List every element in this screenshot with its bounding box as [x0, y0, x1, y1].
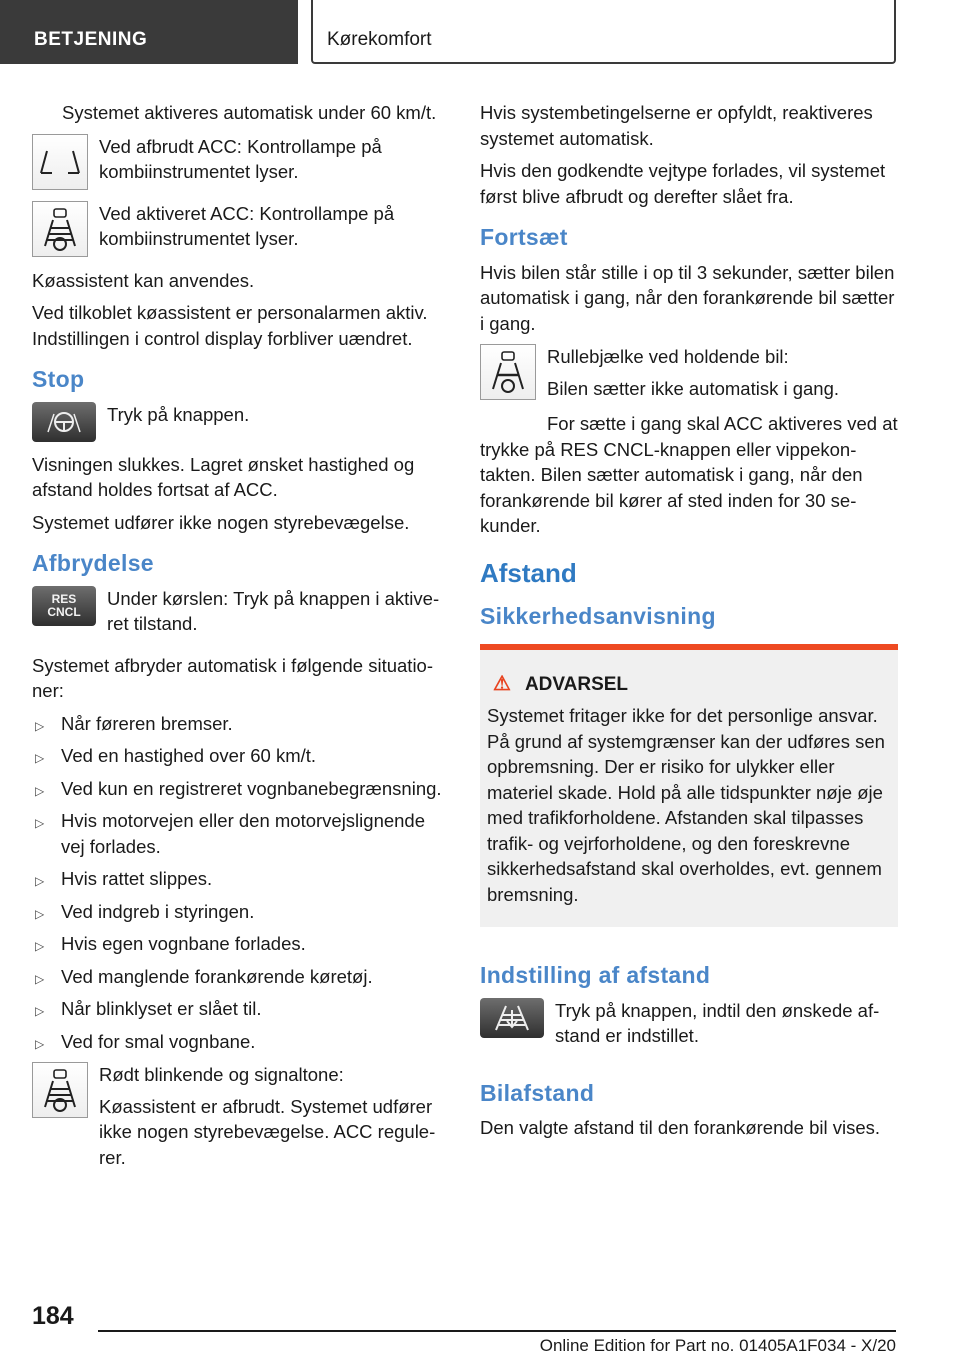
- indicator-text: Rødt blinkende og signaltone:: [99, 1064, 344, 1085]
- triangle-bullet-icon: ▷: [35, 783, 45, 798]
- distance-button-icon: [480, 998, 544, 1038]
- button-instruction-row: [480, 998, 898, 1055]
- triangle-bullet-icon: ▷: [35, 751, 45, 765]
- warning-text: Systemet fritager ikke for det personlige ansvar. På grund af systemgrænser kan der udføres sen opbremsning. Der er risiko for ulykker eller materiel skade. Hold på alle tidspunkter nøje øje med trafikforholdene. Afstanden skal tilpasses trafik- og vejrforholdene, og den foreskrevne sikkerhedsafstand skal overholdes, evt. gennem bremsning.: [487, 705, 885, 905]
- paragraph: Hvis bilen står stille i op til 3 sekunder, sætter bilen automatisk i gang, når den forankørende bil sætter i gang.: [480, 261, 895, 334]
- right-column: [480, 100, 898, 1148]
- paragraph: Hvis den godkendte vejtype forlades, vil systemet først blive afbrudt og derefter slået fra.: [480, 160, 886, 207]
- condition-list: [32, 711, 450, 1055]
- section-heading-stop: Stop: [32, 366, 85, 392]
- paragraph: Hvis systembetingelserne er opfyldt, reaktiveres systemet automatisk.: [480, 102, 873, 149]
- left-column: [32, 100, 450, 1186]
- section-heading-sikkerhed: Sikkerhedsanvisning: [480, 603, 716, 629]
- triangle-bullet-icon: ▷: [35, 971, 45, 986]
- section-heading-fortsaet: Fortsæt: [480, 224, 568, 250]
- traffic-jam-assistant-icon: [32, 1062, 88, 1118]
- paragraph: Køassistent kan anvendes.: [32, 269, 255, 291]
- page-number: 184: [32, 1302, 74, 1330]
- warning-title: ⚠ ADVARSEL: [487, 672, 890, 698]
- indicator-row: [32, 1062, 450, 1176]
- list-item: ▷ Når blinklyset er slået til.: [32, 996, 450, 1022]
- paragraph: For sætte i gang skal ACC aktiveres ved at trykke på RES CNCL-knappen eller vippekontakten. Bilen sætter automatisk i gang, når den forankørende bil kører af sted inden for 30 sekunder.: [480, 413, 898, 536]
- paragraph: Systemet afbryder automatisk i følgende situationer:: [32, 654, 434, 701]
- lane-lines-indicator-icon: [32, 134, 88, 190]
- triangle-bullet-icon: ▷: [35, 939, 45, 953]
- list-item: ▷ Ved manglende forankørende køretøj.: [32, 964, 450, 990]
- indicator-text: Ved afbrudt ACC: Kontrollampe på kombiinstrumentet lyser.: [99, 135, 382, 182]
- indicator-row: [32, 201, 450, 258]
- indicator-text: Køassistent er afbrudt. Systemet udfører ikke nogen styrebevægelse. ACC regulerer.: [99, 1095, 436, 1168]
- indicator-row: [32, 134, 450, 191]
- chapter-title: Kørekomfort: [311, 0, 896, 64]
- rolling-bar-indicator-icon: [480, 344, 536, 400]
- paragraph: Visningen slukkes. Lagret ønsket hastighed og afstand holdes fortsat af ACC.: [32, 453, 415, 500]
- warning-triangle-icon: ⚠: [493, 672, 511, 695]
- indicator-text: Ved aktiveret ACC: Kontrollampe på kombiinstrumentet lyser.: [99, 202, 395, 249]
- section-tab: BETJENING: [0, 0, 298, 64]
- section-heading-afstand: Afstand: [480, 557, 577, 588]
- list-item: ▷ Hvis egen vognbane forlades.: [32, 931, 450, 957]
- triangle-bullet-icon: ▷: [35, 1004, 45, 1018]
- list-item: ▷ Hvis motorvejen eller den motorvejslignende vej forlades.: [35, 810, 426, 857]
- footer-divider: [98, 1330, 896, 1332]
- instruction-text: Tryk på knappen.: [107, 403, 250, 425]
- traffic-jam-assistant-icon: [32, 201, 88, 257]
- list-item: ▷ Hvis rattet slippes.: [32, 866, 450, 892]
- instruction-text: Under kørslen: Tryk på knappen i aktiveret tilstand.: [107, 587, 440, 634]
- res-cncl-button-icon: [32, 586, 96, 626]
- triangle-bullet-icon: ▷: [35, 1036, 45, 1051]
- footer-edition: Online Edition for Part no. 01405A1F034 - X/20: [539, 1336, 896, 1355]
- paragraph: Systemet aktiveres automatisk under 60 km/t.: [62, 102, 437, 123]
- paragraph: Systemet udfører ikke nogen styrebevægelse.: [32, 511, 410, 533]
- indicator-row: [480, 344, 898, 407]
- warning-box: [480, 644, 898, 928]
- paragraph: Den valgte afstand til den forankørende bil vises.: [480, 1117, 881, 1138]
- list-item: ▷ Ved kun en registreret vognbanebegrænsning.: [32, 776, 450, 802]
- indicator-text: Rullebjælke ved holdende bil:: [547, 346, 789, 367]
- section-heading-indstilling: Indstilling af afstand: [480, 962, 711, 988]
- list-item: ▷ Ved for smal vognbane.: [32, 1029, 450, 1055]
- list-item: ▷ Ved en hastighed over 60 km/t.: [32, 743, 450, 769]
- triangle-bullet-icon: ▷: [35, 718, 45, 733]
- list-item: ▷ Når føreren bremser.: [32, 711, 450, 737]
- triangle-bullet-icon: ▷: [35, 816, 45, 830]
- section-heading-afbrydelse: Afbrydelse: [32, 550, 154, 576]
- button-instruction-row: [32, 402, 450, 442]
- triangle-bullet-icon: ▷: [35, 874, 45, 888]
- triangle-bullet-icon: ▷: [35, 906, 45, 921]
- steering-assist-button-icon: [32, 402, 96, 442]
- button-label: RES: [51, 591, 77, 606]
- button-label: CNCL: [47, 604, 81, 619]
- section-heading-bilafstand: Bilafstand: [480, 1079, 595, 1106]
- paragraph: Ved tilkoblet køassistent er personalarmen aktiv. Indstillingen i control display forbliver uændret.: [32, 302, 428, 349]
- button-instruction-row: [32, 586, 450, 643]
- instruction-text: Tryk på knappen, indtil den ønskede afstand er indstillet.: [555, 999, 880, 1046]
- indicator-text: Bilen sætter ikke automatisk i gang.: [547, 377, 840, 399]
- list-item: ▷ Ved indgreb i styringen.: [32, 899, 450, 925]
